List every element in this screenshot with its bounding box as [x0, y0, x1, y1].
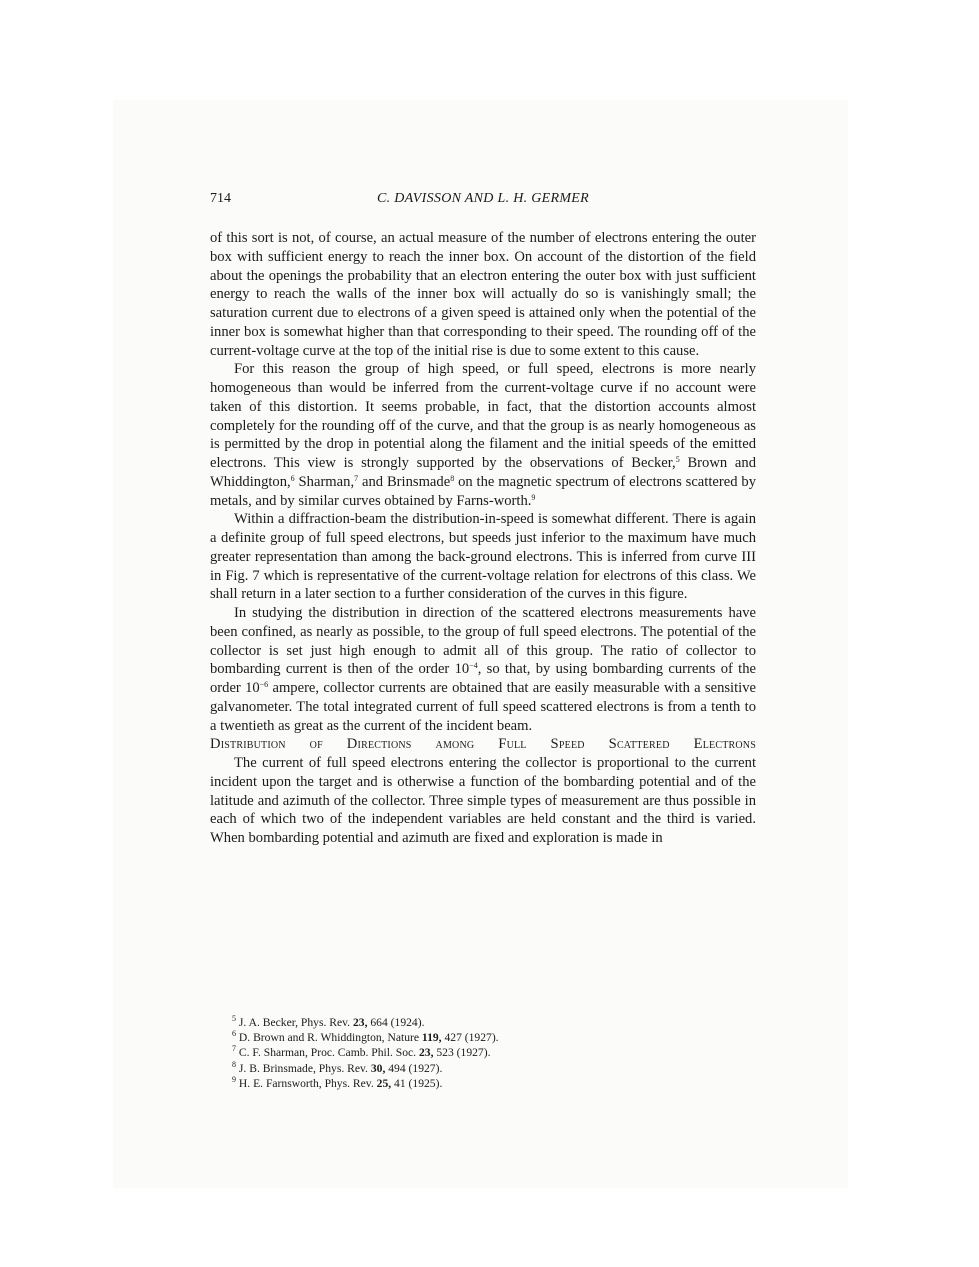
- paragraph-4-text: , so that, by using bombarding currents of the order 10: [210, 661, 756, 696]
- footnote-text: 664 (1924).: [367, 1016, 425, 1029]
- footnote-text: 494 (1927).: [385, 1061, 443, 1075]
- footnote-ref-9: 9: [531, 492, 536, 502]
- footnote-text: 427 (1927).: [441, 1031, 499, 1045]
- footnote-5: [232, 1015, 732, 1030]
- footnote-text: C. F. Sharman, Proc. Camb. Phil. Soc.: [238, 1046, 419, 1060]
- footnote-text: D. Brown and R. Whiddington, Nature: [238, 1031, 422, 1045]
- exponent: −4: [469, 661, 478, 671]
- footnote-number: 8: [232, 1059, 236, 1069]
- paragraph-4-text: In studying the distribution in direction of the scattered electrons measurements have been confined, as nearly as possible, to the group of full speed electrons. The potential of the collector is set just high enough to admit all of this group. The ratio of collector to bombarding current is then of the order 10: [210, 605, 756, 678]
- paragraph-2: [210, 360, 756, 510]
- footnotes: [232, 1015, 732, 1091]
- footnote-text: J. B. Brinsmade, Phys. Rev.: [238, 1061, 371, 1075]
- running-head: C. DAVISSON AND L. H. GERMER: [377, 191, 589, 206]
- footnote-ref-6: 6: [290, 473, 295, 483]
- footnote-number: 7: [232, 1044, 236, 1054]
- footnote-8: [232, 1061, 732, 1076]
- paragraph-1: of this sort is not, of course, an actual measure of the number of electrons entering the outer box with sufficient energy to reach the inner box. On account of the distortion of the field about the openings the probability that an electron entering the outer box with just sufficient energy to reach the walls of the inner box will actually do so is vanishingly small; the saturation current due to electrons of a given speed is attained only when the potential of the inner box is somewhat higher than that corresponding to their speed. The rounding off of the current-voltage curve at the top of the initial rise is due to some extent to this cause.: [210, 230, 756, 359]
- paragraph-2-text: on the magnetic spectrum of electrons scattered by metals, and by similar curves obtained by Farns-worth.: [210, 473, 756, 509]
- footnote-ref-8: 8: [450, 473, 455, 483]
- footnote-ref-5: 5: [675, 455, 680, 464]
- footnote-text: 41 (1925).: [391, 1076, 443, 1090]
- footnote-volume: 23,: [418, 1046, 434, 1060]
- paragraph-5: The current of full speed electrons entering the collector is proportional to the current incident upon the target and is otherwise a function of the bombarding potential and of the latitude and azimuth of the collector. Three simple types of measurement are thus possible in each of which two of the independent variables are held constant and the third is varied. When bombarding potential and azimuth are fixed and exploration is made in: [210, 755, 756, 846]
- footnote-volume: 30,: [370, 1061, 386, 1075]
- body-text: [210, 229, 756, 848]
- footnote-volume: 23,: [352, 1016, 368, 1029]
- footnote-text: 523 (1927).: [433, 1046, 491, 1060]
- footnote-number: 6: [232, 1029, 236, 1039]
- paragraph-2-text: Brown and Whiddington,: [210, 455, 756, 490]
- paragraph-4-text: ampere, collector currents are obtained that are easily measurable with a sensitive galvanometer. The total integrated current of full speed scattered electrons is from a tenth to a twentieth as great as the current of the incident beam.: [210, 680, 756, 734]
- paragraph-2-text: and Brinsmade: [358, 473, 451, 490]
- footnote-text: H. E. Farnsworth, Phys. Rev.: [238, 1076, 377, 1090]
- exponent: −6: [259, 680, 269, 689]
- footnote-volume: 119,: [421, 1031, 442, 1045]
- page-number: 714: [210, 191, 231, 206]
- section-heading: Distribution of Directions among Full Speed Scattered Electrons: [210, 736, 756, 753]
- footnote-7: [232, 1045, 732, 1060]
- paragraph-2-text: Sharman,: [294, 473, 355, 490]
- footnote-number: 5: [232, 1014, 236, 1023]
- paragraph-2-text: For this reason the group of high speed, or full speed, electrons is more nearly homogeneous than would be inferred from the current-voltage curve if no account were taken of this distortion. It seems probable, in fact, that the distortion accounts almost completely for the rounding off of the curve, and that the group is as nearly homogeneous as is permitted by the drop in potential along the filament and the initial speeds of the emitted electrons. This view is strongly supported by the observations of Becker,: [210, 361, 756, 471]
- footnote-number: 9: [232, 1074, 236, 1084]
- footnote-ref-7: 7: [354, 473, 359, 483]
- paragraph-4: [210, 604, 756, 735]
- footnote-text: J. A. Becker, Phys. Rev.: [238, 1016, 353, 1029]
- paragraph-3: Within a diffraction-beam the distribution-in-speed is somewhat different. There is again a definite group of full speed electrons, but speeds just inferior to the maximum have much greater representation than among the back-ground electrons. This is inferred from curve III in Fig. 7 which is representative of the current-voltage relation for electrons of this class. We shall return in a later section to a further consideration of the curves in this figure.: [210, 511, 756, 603]
- footnote-volume: 25,: [376, 1076, 392, 1090]
- page-header: [210, 191, 756, 211]
- footnote-6: [232, 1030, 732, 1045]
- footnote-9: [232, 1076, 732, 1091]
